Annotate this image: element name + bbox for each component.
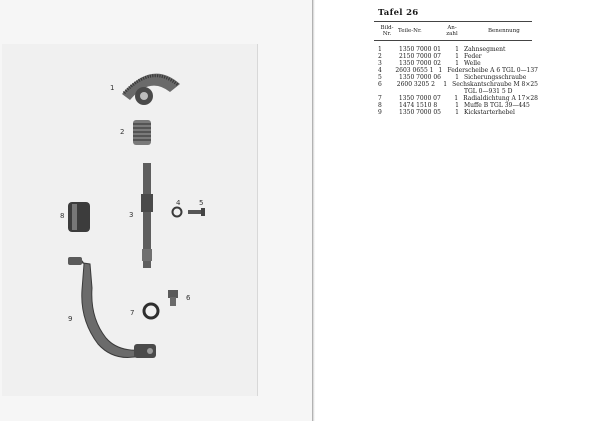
anzahl: 1 <box>455 109 459 116</box>
table-row <box>378 102 538 109</box>
teile-nr: 2150 7000 07 <box>399 53 441 60</box>
anzahl: 1 <box>455 46 459 53</box>
part-sleeve <box>68 202 90 232</box>
teile-nr: 2603 0655 1 <box>395 67 434 74</box>
benennung: Sechskantschraube M 8×25 <box>452 81 538 88</box>
bild-nr: 4 <box>378 67 382 74</box>
bild-nr: 9 <box>378 109 382 116</box>
teile-nr: 1350 7000 06 <box>399 74 441 81</box>
benennung: Radialdichtung A 17×28 <box>463 95 538 102</box>
part-hex-screw <box>168 290 178 306</box>
callout-6: 6 <box>186 294 191 302</box>
table-row <box>378 67 538 74</box>
callout-8: 8 <box>60 212 65 220</box>
col-header-bild-nr: Bild- Nr. <box>380 25 394 37</box>
table-row <box>378 46 538 53</box>
part-spring-washer <box>173 208 182 217</box>
callout-2: 2 <box>120 128 125 136</box>
bild-nr: 8 <box>378 102 382 109</box>
teile-nr: 1350 7000 01 <box>399 46 441 53</box>
benennung: Kickstarterhebel <box>464 109 515 116</box>
anzahl: 1 <box>454 95 459 102</box>
benennung: Muffe B TGL 39—445 <box>464 102 530 109</box>
table-row <box>378 60 538 67</box>
part-locking-screw <box>188 208 205 216</box>
anzahl: 1 <box>438 67 443 74</box>
table-top-rule <box>374 21 532 22</box>
table-row <box>378 74 538 81</box>
teile-nr: 1474 1510 8 <box>399 102 438 109</box>
callout-7: 7 <box>130 309 135 317</box>
anzahl: 1 <box>455 60 459 67</box>
anzahl: 1 <box>455 74 459 81</box>
bild-nr: 1 <box>378 46 382 53</box>
table-row <box>378 81 538 88</box>
callout-1: 1 <box>110 84 115 92</box>
teile-nr: 1350 7000 05 <box>399 109 441 116</box>
part-spring <box>133 120 151 145</box>
callout-9: 9 <box>68 315 73 323</box>
parts-illustration <box>2 44 257 396</box>
benennung: Feder <box>464 53 482 60</box>
callout-5: 5 <box>199 199 204 207</box>
table-header-rule <box>374 40 532 41</box>
exploded-parts-photo <box>2 44 258 396</box>
bild-nr: 2 <box>378 53 382 60</box>
benennung: Sicherungsschraube <box>464 74 527 81</box>
bild-nr: 7 <box>378 95 382 102</box>
bild-nr: 6 <box>378 81 382 88</box>
part-radial-seal <box>144 304 158 318</box>
part-kickstart-lever <box>68 257 156 358</box>
teile-nr: 1350 7000 02 <box>399 60 441 67</box>
bild-nr: 3 <box>378 60 382 67</box>
table-row <box>378 95 538 102</box>
col-header-benennung: Benennung <box>488 28 520 34</box>
col-header-anzahl: An- zahl <box>446 25 458 37</box>
plate-title: Tafel 26 <box>378 8 419 18</box>
teile-nr: 2600 3205 2 <box>396 81 435 88</box>
anzahl: 1 <box>443 81 448 88</box>
part-shaft <box>141 163 153 268</box>
part-gear-segment <box>122 74 180 105</box>
teile-nr: 1350 7000 07 <box>398 95 441 102</box>
parts-table <box>378 46 538 116</box>
callout-4: 4 <box>176 199 181 207</box>
table-row-continuation <box>378 88 538 95</box>
table-row <box>378 53 538 60</box>
benennung: Zahnsegment <box>464 46 506 53</box>
benennung-continued: TGL 0—931 5 D <box>464 88 513 95</box>
anzahl: 1 <box>455 53 459 60</box>
bild-nr: 5 <box>378 74 382 81</box>
table-row <box>378 109 538 116</box>
benennung: Federscheibe A 6 TGL 0—137 <box>447 67 538 74</box>
col-header-teile-nr: Teile-Nr. <box>398 28 422 34</box>
benennung: Welle <box>464 60 481 67</box>
callout-3: 3 <box>129 211 134 219</box>
anzahl: 1 <box>455 102 459 109</box>
